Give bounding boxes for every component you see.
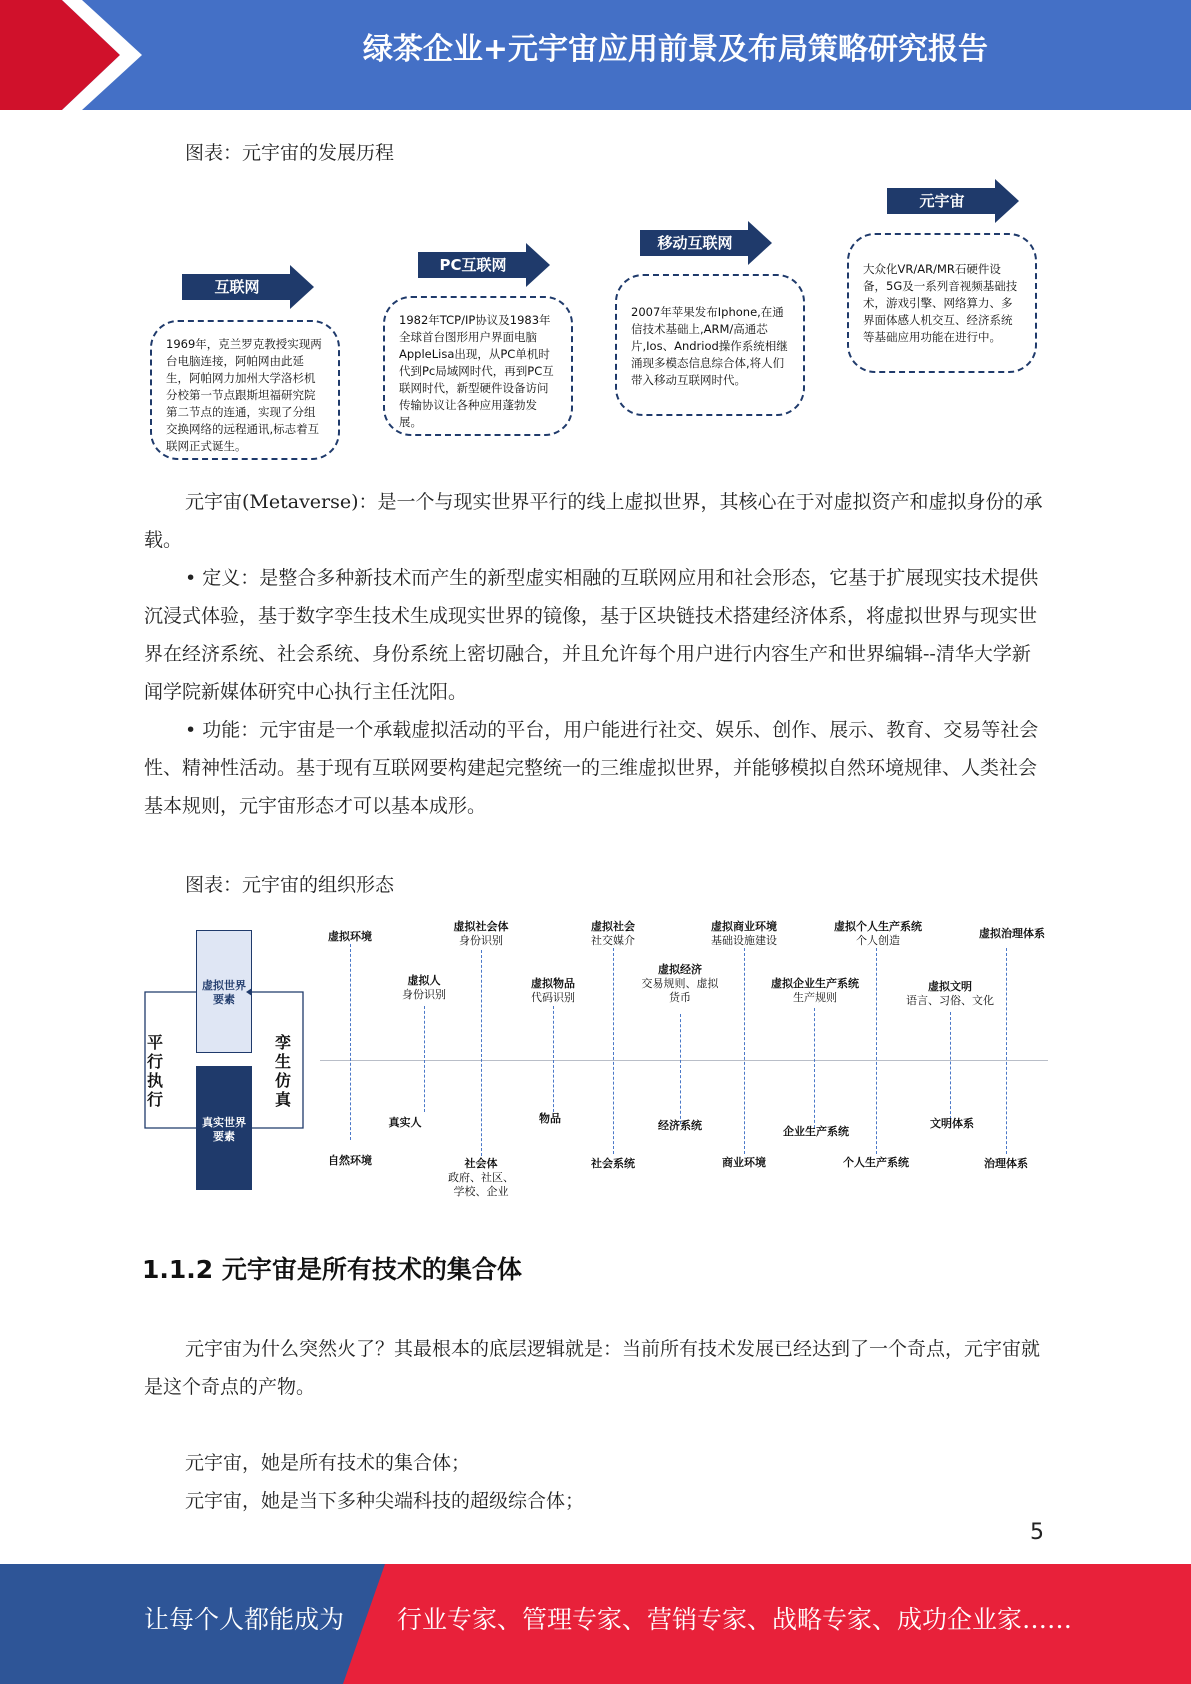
org-label-sub: 交易规则、虚拟货币 bbox=[641, 977, 719, 1004]
org-label-title: 虚拟经济 bbox=[658, 963, 702, 976]
org-label-sub: 代码识别 bbox=[531, 991, 575, 1004]
connector bbox=[814, 1008, 815, 1128]
org-bottom-label bbox=[563, 1157, 663, 1171]
org-top-label bbox=[890, 980, 1010, 1008]
org-bottom-label bbox=[956, 1157, 1056, 1171]
figure1-caption: 图表：元宇宙的发展历程 bbox=[185, 142, 395, 164]
org-top-label bbox=[300, 930, 400, 944]
timeline-box-mobile-internet: 2007年苹果发布Iphone,在通信技术基础上,ARM/高通芯片,Ios、Andriod操作系统相继涌现多模态信息综合体,将人们带入移动互联网时代。 bbox=[615, 274, 805, 416]
org-label-sub: 生产规则 bbox=[793, 991, 837, 1004]
org-top-label bbox=[818, 920, 938, 948]
timeline-label: PC互联网 bbox=[439, 256, 507, 274]
org-bottom-label bbox=[694, 1156, 794, 1170]
divider-line bbox=[320, 1060, 1048, 1061]
org-label-title: 虚拟商业环境 bbox=[711, 920, 777, 933]
org-label-title: 虚拟物品 bbox=[531, 977, 575, 990]
paragraph-definition: • 定义：是整合多种新技术而产生的新型虚实相融的互联网应用和社会形态，它基于扩展现实技术提供沉浸式体验，基于数字孪生技术生成现实世界的镜像，基于区块链技术搭建经济体系，将虚拟世界与现实世界在经济系统、社会系统、身份系统上密切融合，并且允许每个用户进行内容生产和世界编辑--清华大学新闻学院新媒体研究中心执行主任沈阳。 bbox=[144, 567, 1039, 703]
org-bottom-label bbox=[630, 1119, 730, 1133]
timeline-box-pc-internet: 1982年TCP/IP协议及1983年全球首台图形用户界面电脑AppleLisa出现，从PC单机时代到Pc局域网时代，再到PC互联网时代，新型硬件设备访问传输协议让各种应用蓬勃发展。 bbox=[383, 296, 573, 436]
org-label-title: 文明体系 bbox=[930, 1117, 974, 1130]
org-label-title: 虚拟环境 bbox=[328, 930, 372, 943]
org-label-title: 社会体 bbox=[464, 1157, 498, 1170]
org-top-label bbox=[503, 977, 603, 1005]
header-title: 绿茶企业+元宇宙应用前景及布局策略研究报告 bbox=[362, 32, 989, 67]
timeline-label: 互联网 bbox=[214, 278, 260, 296]
org-label-title: 物品 bbox=[539, 1112, 561, 1125]
org-label-title: 经济系统 bbox=[658, 1119, 702, 1132]
org-label-sub: 基础设施建设 bbox=[711, 934, 777, 947]
connector bbox=[481, 950, 482, 1156]
org-label-sub: 政府、社区、学校、企业 bbox=[448, 1171, 514, 1198]
timeline-label: 元宇宙 bbox=[919, 192, 965, 210]
org-bottom-label bbox=[902, 1117, 1002, 1131]
org-label-sub: 个人创造 bbox=[856, 934, 900, 947]
connector bbox=[553, 1006, 554, 1112]
org-bottom-label bbox=[446, 1157, 516, 1199]
org-label-title: 虚拟文明 bbox=[928, 980, 972, 993]
connector bbox=[424, 1006, 425, 1112]
figure2-caption: 图表：元宇宙的组织形态 bbox=[185, 874, 395, 896]
timeline-box-metaverse: 大众化VR/AR/MR石硬件设备，5G及一系列音视频基础技术，游戏引擎、网络算力、多界面体感人机交互、经济系统等基础应用功能在进行中。 bbox=[847, 233, 1037, 373]
paragraph-metaverse-intro: 元宇宙(Metaverse)：是一个与现实世界平行的线上虚拟世界，其核心在于对虚拟资产和虚拟身份的承载。 bbox=[144, 491, 1043, 551]
paragraph-function: • 功能：元宇宙是一个承载虚拟活动的平台，用户能进行社交、娱乐、创作、展示、教育、交易等社会性、精神性活动。基于现有互联网要构建起完整统一的三维虚拟世界，并能够模拟自然环境规律、人类社会基本规则，元宇宙形态才可以基本成形。 bbox=[144, 719, 1039, 817]
parallel-execution-label: 平行执行 bbox=[147, 1033, 164, 1109]
org-top-label bbox=[694, 920, 794, 948]
paragraph-singularity: 元宇宙为什么突然火了？其最根本的底层逻辑就是：当前所有技术发展已经达到了一个奇点，元宇宙就是这个奇点的产物。 bbox=[144, 1338, 1041, 1398]
footer-slogan-left: 让每个人都能成为 bbox=[144, 1605, 345, 1634]
org-label-title: 虚拟企业生产系统 bbox=[771, 977, 859, 990]
footer-slogan-right: 行业专家、管理专家、营销专家、战略专家、成功企业家…… bbox=[397, 1605, 1073, 1634]
org-label-sub: 身份识别 bbox=[402, 988, 446, 1001]
connector bbox=[876, 948, 877, 1154]
connector bbox=[1006, 948, 1007, 1154]
timeline-box-internet: 1969年，克兰罗克教授实现两台电脑连接，阿帕网由此延生，阿帕网力加州大学洛杉机分校第一节点跟斯坦福研究院第二节点的连通，实现了分组交换网络的远程通讯,标志着互联网正式诞生。 bbox=[150, 320, 340, 460]
org-label-sub: 身份识别 bbox=[459, 934, 503, 947]
line-collection: 元宇宙，她是所有技术的集合体； bbox=[185, 1452, 471, 1474]
org-label-title: 社会系统 bbox=[591, 1157, 635, 1170]
org-label-title: 真实人 bbox=[388, 1116, 422, 1129]
org-top-label bbox=[374, 974, 474, 1002]
line-super-complex: 元宇宙，她是当下多种尖端科技的超级综合体； bbox=[185, 1490, 585, 1512]
org-bottom-label bbox=[355, 1116, 455, 1130]
connector bbox=[680, 1014, 681, 1124]
timeline-label: 移动互联网 bbox=[657, 234, 733, 252]
org-label-title: 虚拟人 bbox=[407, 974, 441, 987]
connector bbox=[744, 948, 745, 1154]
org-label-title: 虚拟社会 bbox=[591, 920, 635, 933]
org-label-sub: 社交媒介 bbox=[591, 934, 635, 947]
page-number: 5 bbox=[1030, 1520, 1044, 1545]
twin-simulation-label: 孪生仿真 bbox=[275, 1033, 292, 1109]
org-bottom-label bbox=[816, 1156, 936, 1170]
org-top-label bbox=[755, 977, 875, 1005]
org-bottom-label bbox=[500, 1112, 600, 1126]
real-world-label: 真实世界要素 bbox=[202, 1116, 246, 1143]
connector bbox=[613, 948, 614, 1154]
org-top-label bbox=[962, 927, 1062, 941]
org-label-title: 虚拟个人生产系统 bbox=[834, 920, 922, 933]
connector bbox=[350, 944, 351, 1140]
virtual-world-label: 虚拟世界要素 bbox=[202, 979, 246, 1006]
org-bottom-label bbox=[300, 1154, 400, 1168]
section-heading: 1.1.2 元宇宙是所有技术的集合体 bbox=[142, 1255, 522, 1284]
org-label-sub: 语言、习俗、文化 bbox=[906, 994, 994, 1007]
org-label-title: 虚拟社会体 bbox=[453, 920, 509, 933]
org-top-label bbox=[640, 963, 720, 1005]
connector bbox=[950, 1012, 951, 1124]
org-label-title: 商业环境 bbox=[722, 1156, 766, 1169]
org-bottom-label bbox=[756, 1125, 876, 1139]
org-label-title: 虚拟治理体系 bbox=[979, 927, 1045, 940]
header-red-chevron bbox=[0, 0, 150, 110]
org-label-title: 企业生产系统 bbox=[783, 1125, 849, 1138]
org-top-label bbox=[431, 920, 531, 948]
org-label-title: 治理体系 bbox=[984, 1157, 1028, 1170]
org-top-label bbox=[563, 920, 663, 948]
org-label-title: 自然环境 bbox=[328, 1154, 372, 1167]
org-label-title: 个人生产系统 bbox=[843, 1156, 909, 1169]
